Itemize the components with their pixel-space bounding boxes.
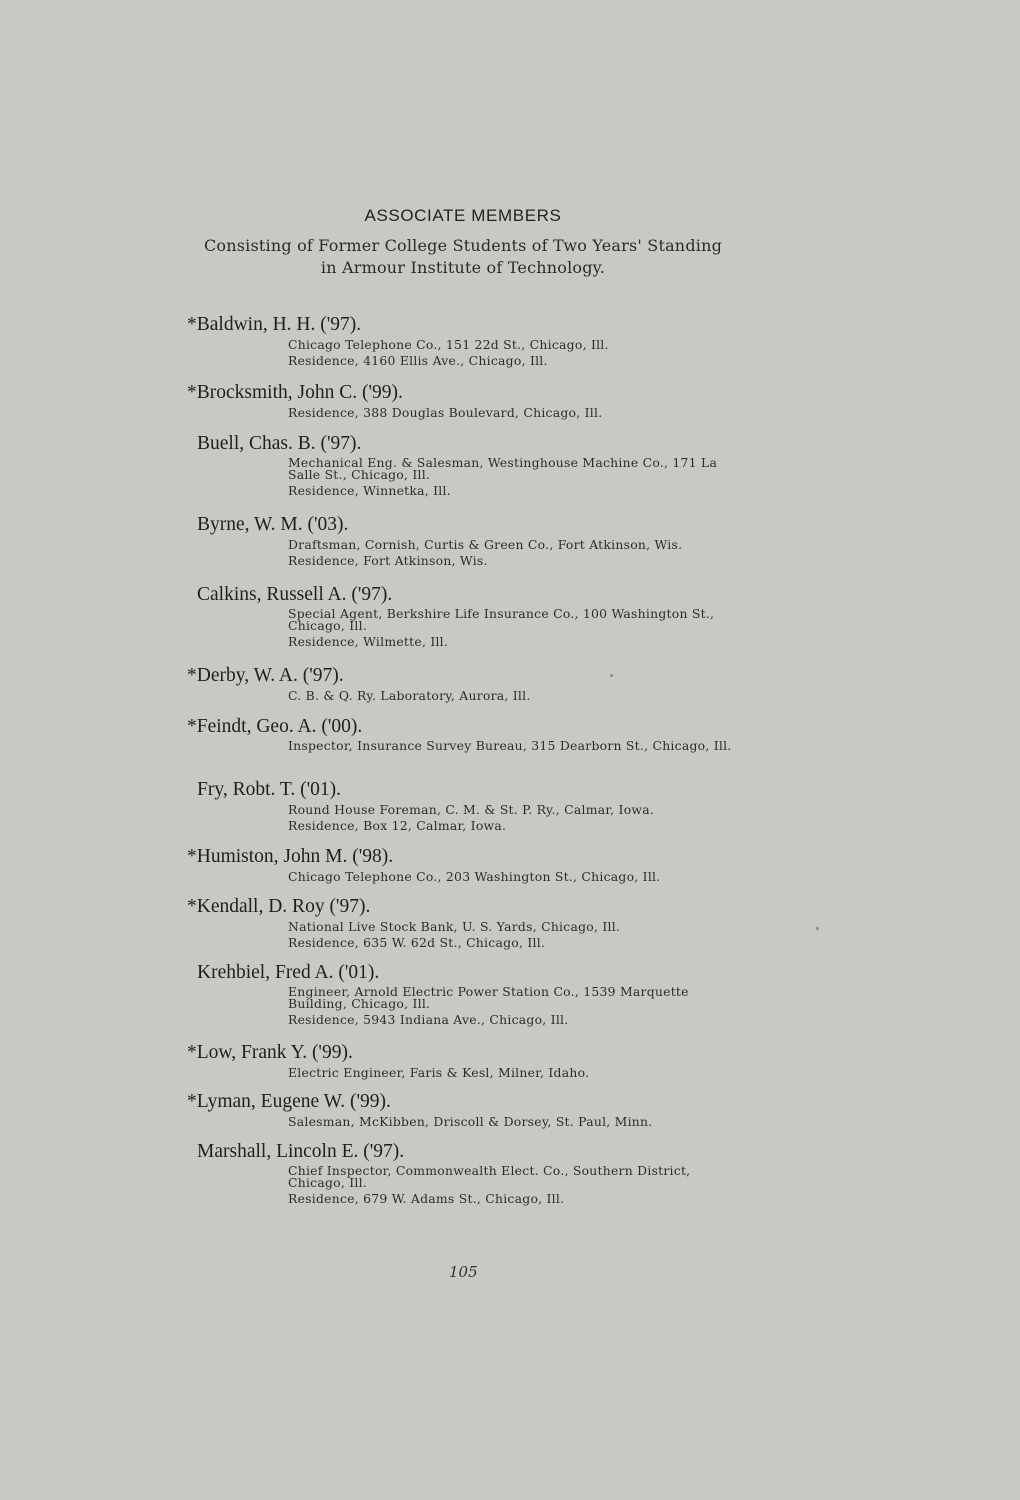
member-name: *Humiston, John M. ('98). xyxy=(187,846,394,867)
member-details xyxy=(288,406,738,420)
member-name: *Derby, W. A. ('97). xyxy=(187,665,344,686)
detail-line: Round House Foreman, C. M. & St. P. Ry., Calmar, Iowa. xyxy=(288,802,655,817)
detail-line: Residence, 679 W. Adams St., Chicago, Ill. xyxy=(288,1191,565,1206)
detail-line: Chief Inspector, Commonwealth Elect. Co., Southern District, Chicago, Ill. xyxy=(288,1163,691,1190)
page-title: ASSOCIATE MEMBERS xyxy=(364,206,562,225)
member-details xyxy=(288,1115,738,1129)
paper-speck xyxy=(610,674,613,677)
detail-line: Mechanical Eng. & Salesman, Westinghouse Machine Co., 171 La Salle St., Chicago, Ill. xyxy=(288,455,718,482)
member-details xyxy=(288,920,738,950)
detail-line: Residence, Fort Atkinson, Wis. xyxy=(288,553,488,568)
detail-line: Special Agent, Berkshire Life Insurance Co., 100 Washington St., Chicago, Ill. xyxy=(288,606,715,633)
member-details xyxy=(288,740,738,755)
detail-line: C. B. & Q. Ry. Laboratory, Aurora, Ill. xyxy=(288,688,531,703)
detail-line: Electric Engineer, Faris & Kesl, Milner, Idaho. xyxy=(288,1065,590,1080)
detail-line: Chicago Telephone Co., 151 22d St., Chicago, Ill. xyxy=(288,337,609,352)
page-number: 105 xyxy=(449,1263,478,1281)
detail-line: Engineer, Arnold Electric Power Station Co., 1539 Marquette Building, Chicago, Ill. xyxy=(288,984,689,1011)
detail-line: Residence, Wilmette, Ill. xyxy=(288,634,449,649)
member-name: Marshall, Lincoln E. ('97). xyxy=(197,1141,405,1162)
member-name: *Feindt, Geo. A. ('00). xyxy=(187,716,363,737)
detail-line: Residence, 635 W. 62d St., Chicago, Ill. xyxy=(288,935,546,950)
detail-line: Residence, 388 Douglas Boulevard, Chicago, Ill. xyxy=(288,405,603,420)
detail-line: Residence, 5943 Indiana Ave., Chicago, Ill. xyxy=(288,1012,569,1027)
detail-line: Chicago Telephone Co., 203 Washington St., Chicago, Ill. xyxy=(288,869,661,884)
detail-line: Residence, Winnetka, Ill. xyxy=(288,483,451,498)
member-details xyxy=(288,1066,738,1080)
member-details xyxy=(288,1165,738,1206)
member-details xyxy=(288,538,738,568)
member-details xyxy=(288,870,738,884)
detail-line: National Live Stock Bank, U. S. Yards, Chicago, Ill. xyxy=(288,919,621,934)
detail-line: Salesman, McKibben, Driscoll & Dorsey, St. Paul, Minn. xyxy=(288,1114,653,1129)
member-details xyxy=(288,608,738,649)
paper-speck xyxy=(816,927,819,930)
detail-line: Residence, Box 12, Calmar, Iowa. xyxy=(288,818,507,833)
detail-line: Inspector, Insurance Survey Bureau, 315 Dearborn St., Chicago, Ill. xyxy=(288,738,732,753)
member-name: Buell, Chas. B. ('97). xyxy=(197,433,362,454)
detail-line: Draftsman, Cornish, Curtis & Green Co., Fort Atkinson, Wis. xyxy=(288,537,683,552)
subtitle-line-1: Consisting of Former College Students of Two Years' Standing xyxy=(203,236,723,255)
subtitle-line-2: in Armour Institute of Technology. xyxy=(320,258,606,277)
member-name: Krehbiel, Fred A. ('01). xyxy=(197,962,380,983)
member-name: *Baldwin, H. H. ('97). xyxy=(187,314,362,335)
member-details xyxy=(288,689,738,703)
member-name: *Kendall, D. Roy ('97). xyxy=(187,896,371,917)
member-name: *Low, Frank Y. ('99). xyxy=(187,1042,353,1063)
member-name: Byrne, W. M. ('03). xyxy=(197,514,349,535)
detail-line: Residence, 4160 Ellis Ave., Chicago, Ill. xyxy=(288,353,548,368)
member-name: Calkins, Russell A. ('97). xyxy=(197,584,393,605)
member-details xyxy=(288,803,738,833)
member-details xyxy=(288,338,738,368)
member-details xyxy=(288,457,738,498)
member-details xyxy=(288,986,738,1027)
member-name: Fry, Robt. T. ('01). xyxy=(197,779,341,800)
member-name: *Lyman, Eugene W. ('99). xyxy=(187,1091,391,1112)
member-name: *Brocksmith, John C. ('99). xyxy=(187,382,403,403)
